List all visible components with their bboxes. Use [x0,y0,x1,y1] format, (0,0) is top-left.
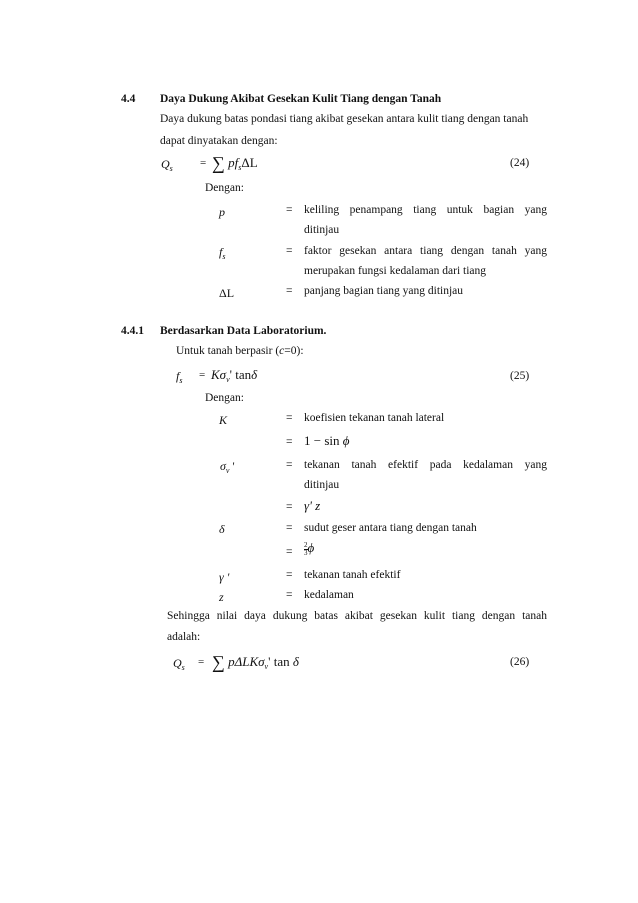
def-text: ditinjau [304,224,340,236]
def-symbol-K: K [219,413,228,427]
def-symbol-delta: δ [219,522,225,536]
def-text: tekanan tanah efektif pada kedalaman yang [304,459,547,471]
equation-24-lhs: $Q_s$ [161,157,173,173]
def-symbol-deltaL: ΔL [219,286,235,300]
def-equals: = [286,459,293,471]
def-equals: = [286,245,293,257]
equation-25-equals: = [199,369,206,381]
def-formula: $\frac{2}{3}$ ϕ [304,540,315,557]
def-symbol-sigma-v: $\sigma_v$ ' [220,459,235,475]
def-formula: γ' z [304,498,321,513]
summation-icon: ∑ [212,652,225,672]
def-text: kedalaman [304,589,354,601]
def-text: sudut geser antara tiang dengan tanah [304,522,477,534]
def-symbol-fs: $f_s$ [219,245,226,261]
def-text: faktor gesekan antara tiang dengan tanah yang [304,245,547,257]
def-text: tekanan tanah efektif [304,569,401,581]
dengan-label: Dengan: [205,392,244,404]
def-equals: = [286,589,293,601]
equation-25-number: (25) [510,370,530,382]
paragraph-line: Daya dukung batas pondasi tiang akibat gesekan antara kulit tiang dengan tanah [160,113,529,125]
def-text: keliling penampang tiang untuk bagian yang [304,204,547,216]
def-equals: = [286,436,293,448]
def-equals: = [286,501,293,513]
def-symbol-p: p [219,205,225,219]
dengan-label: Dengan: [205,182,244,194]
summation-icon: ∑ [212,153,225,173]
equation-26-number: (26) [510,656,530,668]
def-equals: = [286,204,293,216]
paragraph-line: adalah: [167,631,201,643]
paragraph-line: Sehingga nilai daya dukung batas akibat gesekan kulit tiang dengan tanah [167,610,547,622]
def-symbol-gamma: γ ' [219,570,230,584]
def-equals: = [286,285,293,297]
paragraph-line: dapat dinyatakan dengan: [160,135,278,147]
equation-24-rhs: ∑ $pf_s\Delta L$ [212,153,258,173]
def-formula: 1 − sin ϕ [304,433,350,448]
equation-24-equals: = [200,157,207,169]
equation-25-lhs: $f_s$ [176,369,183,385]
equation-26-equals: = [198,656,205,668]
section-title: Daya Dukung Akibat Gesekan Kulit Tiang dengan Tanah [160,93,442,105]
section-number: 4.4 [121,93,136,105]
def-equals: = [286,522,293,534]
def-symbol-z: z [219,590,224,604]
equation-25-rhs: $K\sigma_v'$ tanδ [211,367,258,384]
subsection-number: 4.4.1 [121,325,144,337]
def-text: merupakan fungsi kedalaman dari tiang [304,265,487,277]
subsection-title: Berdasarkan Data Laboratorium. [160,325,327,337]
def-equals: = [286,569,293,581]
equation-26-rhs: ∑ pΔLKσ$_v$' tan δ [212,652,299,672]
def-text: panjang bagian tiang yang ditinjau [304,285,464,297]
def-text: ditinjau [304,479,340,491]
def-equals: = [286,546,293,558]
fraction: $\frac{2}{3}$ [304,540,308,557]
def-text: koefisien tekanan tanah lateral [304,412,445,424]
equation-26-lhs: $Q_s$ [173,656,185,672]
equation-24-number: (24) [510,157,530,169]
paragraph-line: Untuk tanah berpasir (c=0): [176,345,304,357]
def-equals: = [286,412,293,424]
